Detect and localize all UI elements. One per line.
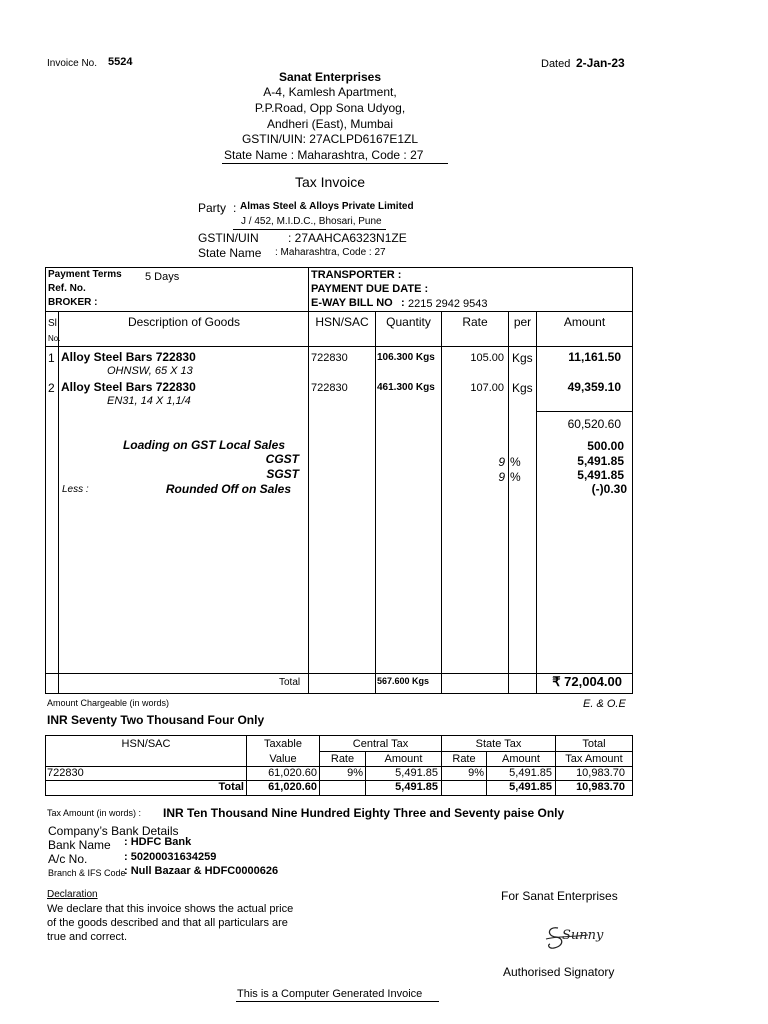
bank-heading: Company’s Bank Details	[48, 824, 179, 838]
eoe-label: E. & O.E	[583, 698, 626, 710]
charge-label: SGST	[266, 467, 299, 481]
total-label: Total	[279, 677, 301, 688]
col-per: per	[513, 315, 532, 329]
payment-terms-value: 5 Days	[145, 271, 180, 283]
account-no: : 50200031634259	[124, 851, 217, 863]
party-gstin-label: GSTIN/UIN	[198, 231, 259, 245]
party-address: J / 452, M.I.D.C., Bhosari, Pune	[241, 216, 382, 227]
item-rate: 107.00	[470, 382, 504, 394]
col-rate: Rate	[462, 315, 488, 329]
branch-ifs: : Null Bazaar & HDFC0000626	[124, 865, 279, 877]
seller-name: Sanat Enterprises	[278, 70, 382, 84]
tax-col-central: Central Tax	[352, 738, 409, 750]
party-gstin: : 27AAHCA6323N1ZE	[288, 231, 407, 245]
payment-terms-label: Payment Terms	[48, 269, 122, 280]
amount-in-words: INR Seventy Two Thousand Four Only	[47, 713, 265, 727]
signature-text: Sunny	[562, 928, 604, 943]
payment-due-label: PAYMENT DUE DATE :	[311, 283, 429, 295]
col-no: No.	[48, 334, 61, 343]
tax-row-central-amount: 5,491.85	[395, 767, 438, 779]
item-hsn: 722830	[311, 352, 348, 364]
bank-name: : HDFC Bank	[124, 836, 192, 848]
charge-label: Rounded Off on Sales	[165, 482, 291, 496]
seller-address-line-1: A-4, Kamlesh Apartment,	[263, 85, 397, 99]
declaration-line-3: true and correct.	[47, 931, 128, 943]
tax-words-label: Tax Amount (in words) :	[47, 808, 142, 818]
branch-label: Branch & IFS Code	[48, 868, 126, 878]
amount-words-label: Amount Chargeable (in words)	[47, 698, 170, 708]
item-spec: OHNSW, 65 X 13	[107, 365, 193, 377]
tax-row-hsn: 722830	[47, 767, 84, 779]
authorised-signatory: Authorised Signatory	[503, 965, 615, 979]
col-quantity: Quantity	[386, 315, 431, 329]
tax-col-state: State Tax	[475, 738, 522, 750]
declaration-line-2: of the goods described and that all particulars are	[47, 917, 288, 929]
tax-col-central-amount: Amount	[384, 753, 423, 765]
ref-no-label: Ref. No.	[48, 283, 86, 294]
invoice-no: 5524	[108, 56, 133, 68]
grand-total: ₹ 72,004.00	[552, 674, 622, 689]
party-label: Party	[198, 201, 227, 215]
tax-col-tax-amount: Tax Amount	[565, 753, 623, 765]
tax-total-amount: 10,983.70	[576, 781, 625, 793]
charge-amount: (-)0.30	[591, 482, 627, 496]
tax-col-taxable: Taxable	[264, 738, 302, 750]
tax-in-words: INR Ten Thousand Nine Hundred Eighty Three and Seventy paise Only	[163, 806, 565, 820]
item-hsn: 722830	[311, 382, 348, 394]
item-quantity: 106.300 Kgs	[377, 352, 435, 363]
seller-address-line-3: Andheri (East), Mumbai	[266, 117, 394, 131]
item-name: Alloy Steel Bars 722830	[61, 350, 196, 364]
charge-rate: 9	[498, 470, 505, 484]
invoice-no-label: Invoice No.	[47, 58, 98, 69]
invoice-date: 2-Jan-23	[576, 56, 625, 70]
tax-total-central-amount: 5,491.85	[395, 781, 438, 793]
col-description: Description of Goods	[127, 315, 241, 329]
eway-bill-label: E-WAY BILL NO	[311, 297, 393, 309]
tax-row-total: 10,983.70	[576, 767, 625, 779]
total-quantity: 567.600 Kgs	[377, 676, 430, 686]
footer-note: This is a Computer Generated Invoice	[237, 988, 423, 1000]
seller-gstin: GSTIN/UIN: 27ACLPD6167E1ZL	[241, 132, 419, 146]
tax-row-state-rate: 9%	[468, 767, 484, 779]
eway-bill-value: 2215 2942 9543	[408, 298, 488, 310]
item-sl: 1	[48, 351, 55, 365]
tax-col-state-amount: Amount	[502, 753, 540, 765]
charge-rate: 9	[498, 455, 505, 469]
tax-col-state-rate: Rate	[452, 753, 476, 765]
col-hsn: HSN/SAC	[315, 315, 369, 329]
transporter-label: TRANSPORTER :	[311, 269, 402, 281]
for-company: For Sanat Enterprises	[501, 889, 618, 903]
tax-row-central-rate: 9%	[347, 767, 363, 779]
tax-row-taxable: 61,020.60	[268, 767, 317, 779]
charge-label: Loading on GST Local Sales	[122, 438, 285, 452]
tax-col-total: Total	[582, 738, 606, 750]
tax-total-taxable: 61,020.60	[268, 781, 317, 793]
tax-row-state-amount: 5,491.85	[509, 767, 552, 779]
item-sl: 2	[48, 381, 55, 395]
charge-percent: %	[510, 455, 521, 469]
party-state-label: State Name	[198, 246, 262, 260]
broker-label: BROKER :	[48, 297, 98, 308]
party-name: Almas Steel & Alloys Private Limited	[240, 201, 414, 212]
seller-address-line-2: P.P.Road, Opp Sona Udyog,	[254, 101, 406, 115]
item-per: Kgs	[512, 351, 533, 365]
col-sl: Sl	[48, 318, 57, 329]
bank-name-label: Bank Name	[48, 838, 111, 852]
account-no-label: A/c No.	[48, 852, 88, 866]
col-amount: Amount	[563, 315, 606, 329]
tax-total-state-amount: 5,491.85	[509, 781, 552, 793]
less-label: Less :	[62, 484, 89, 495]
signature-image	[544, 922, 614, 952]
tax-total-label: Total	[218, 781, 244, 793]
charge-amount: 5,491.85	[577, 468, 624, 482]
eway-colon: :	[401, 297, 405, 309]
charge-amount: 5,491.85	[577, 454, 624, 468]
charge-percent: %	[510, 470, 521, 484]
party-colon: :	[233, 201, 237, 215]
party-state: : Maharashtra, Code : 27	[275, 247, 386, 258]
subtotal-amount: 60,520.60	[567, 417, 621, 431]
tax-col-central-rate: Rate	[330, 753, 355, 765]
tax-col-hsn: HSN/SAC	[121, 738, 171, 750]
declaration-label: Declaration	[47, 889, 98, 900]
item-rate: 105.00	[470, 352, 504, 364]
charge-amount: 500.00	[587, 439, 624, 453]
seller-state: State Name : Maharashtra, Code : 27	[224, 148, 424, 162]
dated-label: Dated	[541, 58, 571, 70]
tax-col-value: Value	[269, 753, 297, 765]
document-title: Tax Invoice	[294, 174, 366, 190]
item-amount: 11,161.50	[568, 350, 621, 364]
charge-label: CGST	[265, 452, 299, 466]
item-quantity: 461.300 Kgs	[377, 382, 435, 393]
item-amount: 49,359.10	[567, 380, 621, 394]
item-spec: EN31, 14 X 1,1/4	[107, 395, 191, 407]
item-name: Alloy Steel Bars 722830	[61, 380, 196, 394]
item-per: Kgs	[512, 381, 533, 395]
declaration-line-1: We declare that this invoice shows the actual price	[47, 903, 294, 915]
